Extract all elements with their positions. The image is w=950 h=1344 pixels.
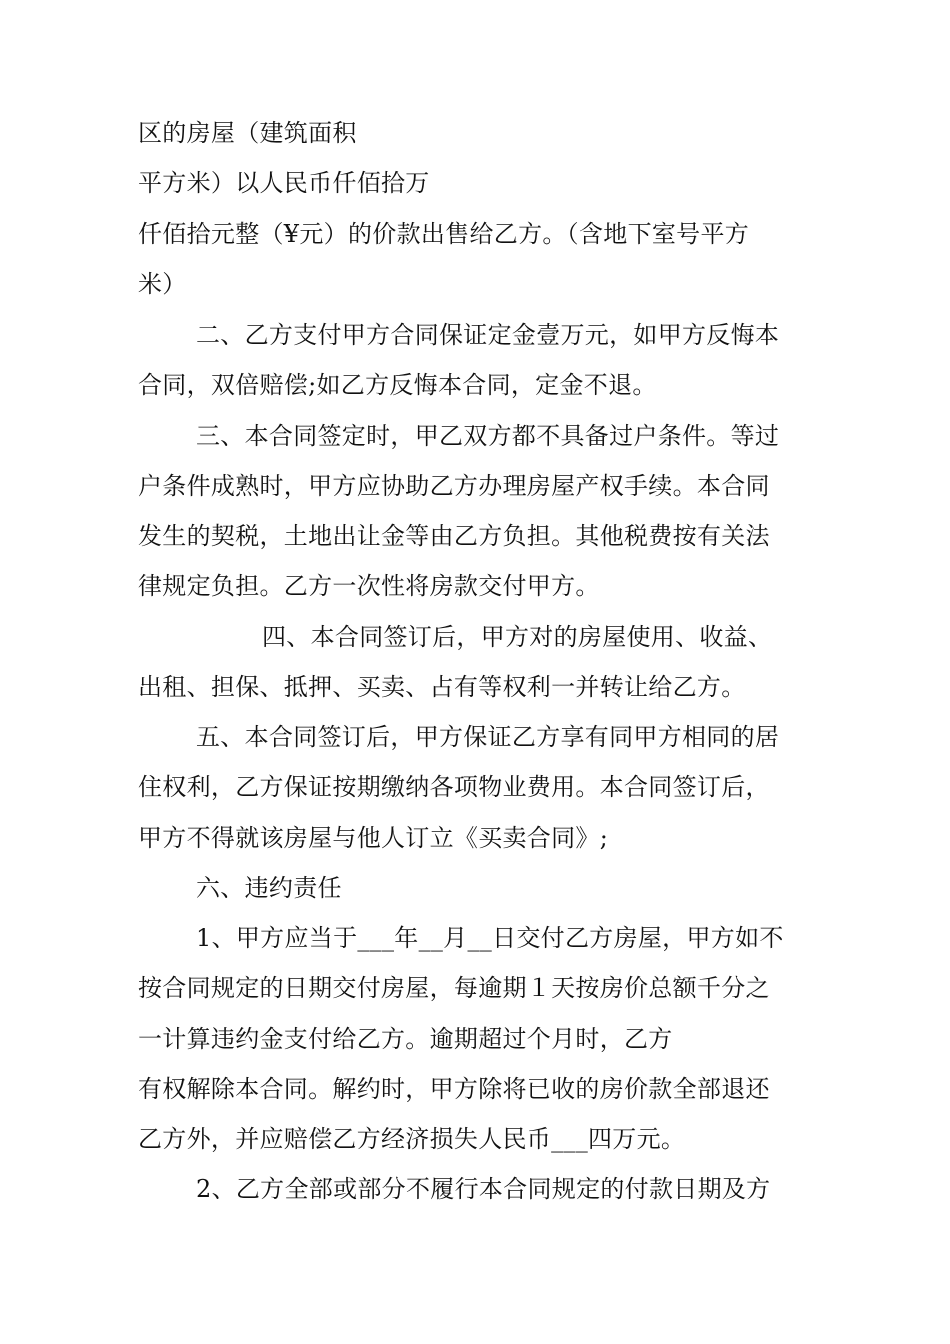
clause-4-line-1: 四、本合同签订后，甲方对的房屋使用、收益、	[262, 623, 773, 651]
clause-5-line-3: 甲方不得就该房屋与他人订立《买卖合同》;	[138, 824, 609, 852]
clause-2-line-1: 二、乙方支付甲方合同保证定金壹万元，如甲方反悔本	[196, 321, 780, 349]
text-line-1: 区的房屋（建筑面积	[138, 119, 357, 147]
clause-5-line-1: 五、本合同签订后，甲方保证乙方享有同甲方相同的居	[196, 723, 780, 751]
clause-4-line-2: 出租、担保、抵押、买卖、占有等权利一并转让给乙方。	[138, 673, 746, 701]
clause-3-line-2: 户条件成熟时，甲方应协助乙方办理房屋产权手续。本合同	[138, 472, 770, 500]
clause-5-line-2: 住权利，乙方保证按期缴纳各项物业费用。本合同签订后，	[138, 773, 770, 801]
text-line-2: 平方米）以人民币仟佰拾万	[138, 169, 430, 197]
clause-3-line-1: 三、本合同签定时，甲乙双方都不具备过户条件。等过	[196, 422, 780, 450]
clause-3-line-4: 律规定负担。乙方一次性将房款交付甲方。	[138, 572, 600, 600]
section-6-heading: 六、违约责任	[196, 874, 342, 902]
penalty-1-line-3: 一计算违约金支付给乙方。逾期超过个月时，乙方	[138, 1025, 673, 1053]
penalty-2-line-1: 2、乙方全部或部分不履行本合同规定的付款日期及方	[196, 1175, 771, 1203]
penalty-1-line-4: 有权解除本合同。解约时，甲方除将已收的房价款全部退还	[138, 1075, 770, 1103]
clause-3-line-3: 发生的契税，土地出让金等由乙方负担。其他税费按有关法	[138, 522, 770, 550]
clause-2-line-2: 合同，双倍赔偿;如乙方反悔本合同，定金不退。	[138, 371, 657, 399]
text-line-3: 仟佰拾元整（¥元）的价款出售给乙方。（含地下室号平方	[138, 220, 750, 248]
penalty-1-line-5: 乙方外，并应赔偿乙方经济损失人民币___四万元。	[138, 1125, 686, 1153]
penalty-1-line-1: 1、甲方应当于___年__月__日交付乙方房屋，甲方如不	[196, 924, 784, 952]
text-line-4: 米）	[138, 270, 187, 298]
penalty-1-line-2: 按合同规定的日期交付房屋，每逾期１天按房价总额千分之	[138, 974, 770, 1002]
